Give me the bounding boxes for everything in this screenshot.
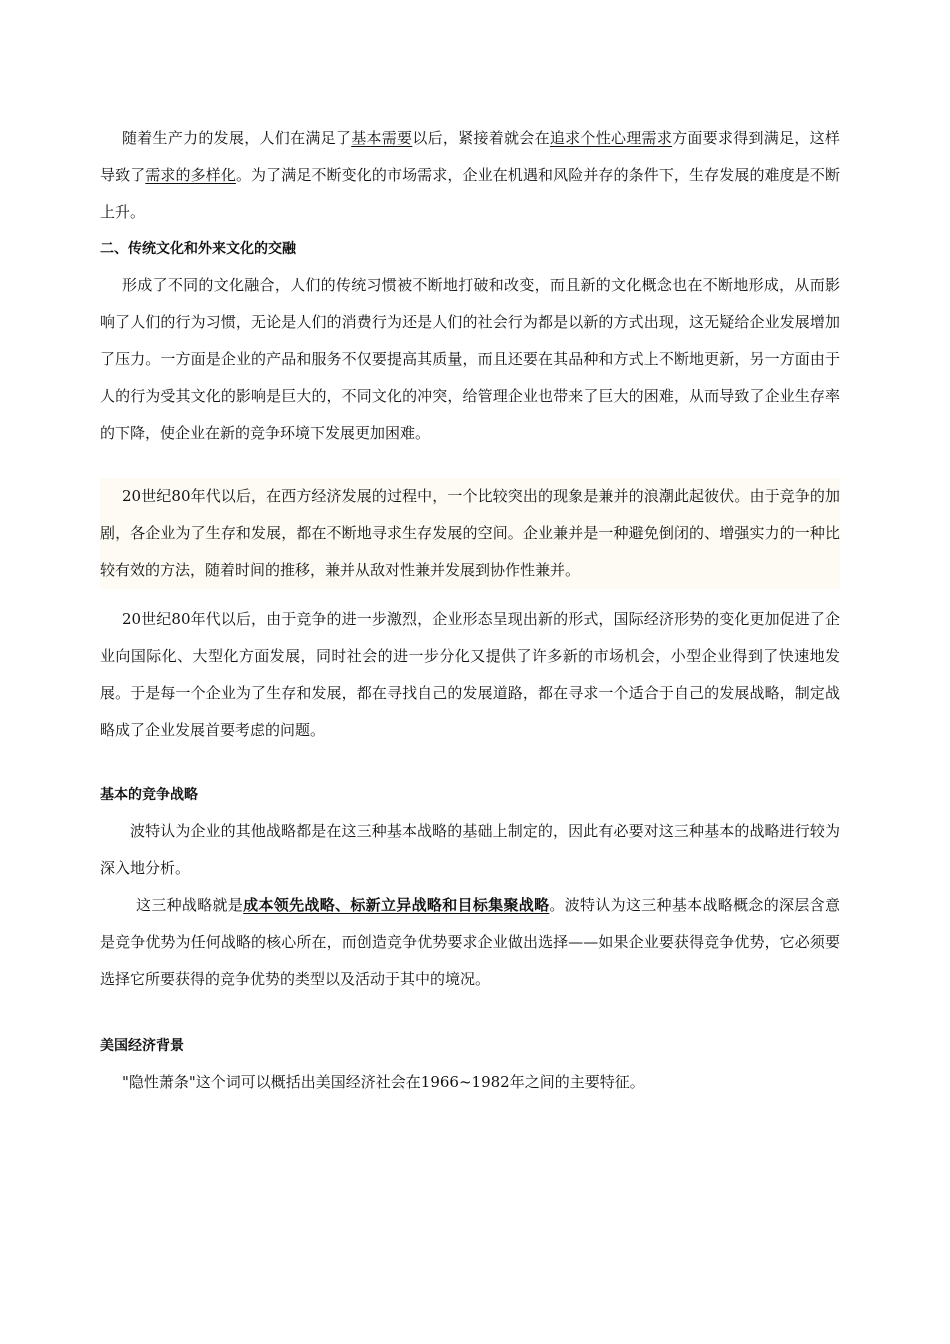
paragraph-mergers: 20世纪80年代以后，在西方经济发展的过程中，一个比较突出的现象是兼并的浪潮此起彼伏。由于竞争的加剧，各企业为了生存和发展，都在不断地寻求生存发展的空间。企业兼并是一种避免倒闭的、增强实力的一种比较有效的方法，随着时间的推移，兼并从敌对性兼并发展到协作性兼并。	[100, 478, 840, 589]
underlined-term-personal-needs: 追求个性心理需求	[549, 129, 673, 147]
text-run: 。为了满足不断变化的市场需求，企业在机遇和风险并存的条件下，生存发展的难度是不断上升。	[100, 166, 840, 221]
spacer	[100, 749, 840, 777]
spacer	[100, 589, 840, 601]
text-run: 。波特认为这三种基本战略概念的深层含意是竞争优势为任何战略的核心所在，而创造竞争优势要求企业做出选择——如果企业要获得竞争优势，它必须要选择它所要获得的竞争优势的类型以及活动于其中的境况。	[100, 896, 840, 988]
paragraph-strategy-need: 20世纪80年代以后，由于竞争的进一步激烈，企业形态呈现出新的形式，国际经济形势的变化更加促进了企业向国际化、大型化方面发展，同时社会的进一步分化又提供了许多新的市场机会，小型企业得到了快速地发展。于是每一个企业为了生存和发展，都在寻找自己的发展道路，都在寻求一个适合于自己的发展战略，制定战略成了企业发展首要考虑的问题。	[100, 610, 840, 739]
underlined-term-three-strategies: 成本领先战略、标新立异战略和目标集聚战略	[243, 896, 550, 914]
text-run: 以后，紧接着就会在	[412, 129, 550, 147]
section-heading-culture: 二、传统文化和外来文化的交融	[100, 241, 296, 257]
section-heading-competitive-strategy: 基本的竞争战略	[100, 787, 198, 803]
spacer	[100, 452, 840, 464]
text-run: 这三种战略就是	[136, 896, 244, 914]
paragraph-culture-fusion: 形成了不同的文化融合，人们的传统习惯被不断地打破和改变，而且新的文化概念也在不断地形成，从而影响了人们的行为习惯，无论是人们的消费行为还是人们的社会行为都是以新的方式出现，这无疑给企业发展增加了压力。一方面是企业的产品和服务不仅要提高其质量，而且还要在其品种和方式上不断地更新，另一方面由于人的行为受其文化的影响是巨大的，不同文化的冲突，给管理企业也带来了巨大的困难，从而导致了企业生存率的下降，使企业在新的竞争环境下发展更加困难。	[100, 276, 840, 442]
document-page	[100, 120, 840, 1101]
paragraph-demand-diversity	[100, 120, 840, 231]
underlined-term-diversity: 需求的多样化	[145, 166, 236, 184]
spacer	[100, 998, 840, 1028]
paragraph-hidden-depression: "隐性萧条"这个词可以概括出美国经济社会在1966~1982年之间的主要特征。	[122, 1073, 645, 1091]
text-run: 方面要求得到满足，这样导致了	[100, 129, 840, 184]
paragraph-porter-intro: 波特认为企业的其他战略都是在这三种基本战略的基础上制定的，因此有必要对这三种基本的战略进行较为深入地分析。	[100, 822, 840, 877]
paragraph-three-strategies	[100, 887, 840, 998]
underlined-term-basic-needs: 基本需要	[351, 129, 413, 147]
text-run: 随着生产力的发展，人们在满足了	[122, 129, 352, 147]
section-heading-us-economy: 美国经济背景	[100, 1038, 184, 1054]
